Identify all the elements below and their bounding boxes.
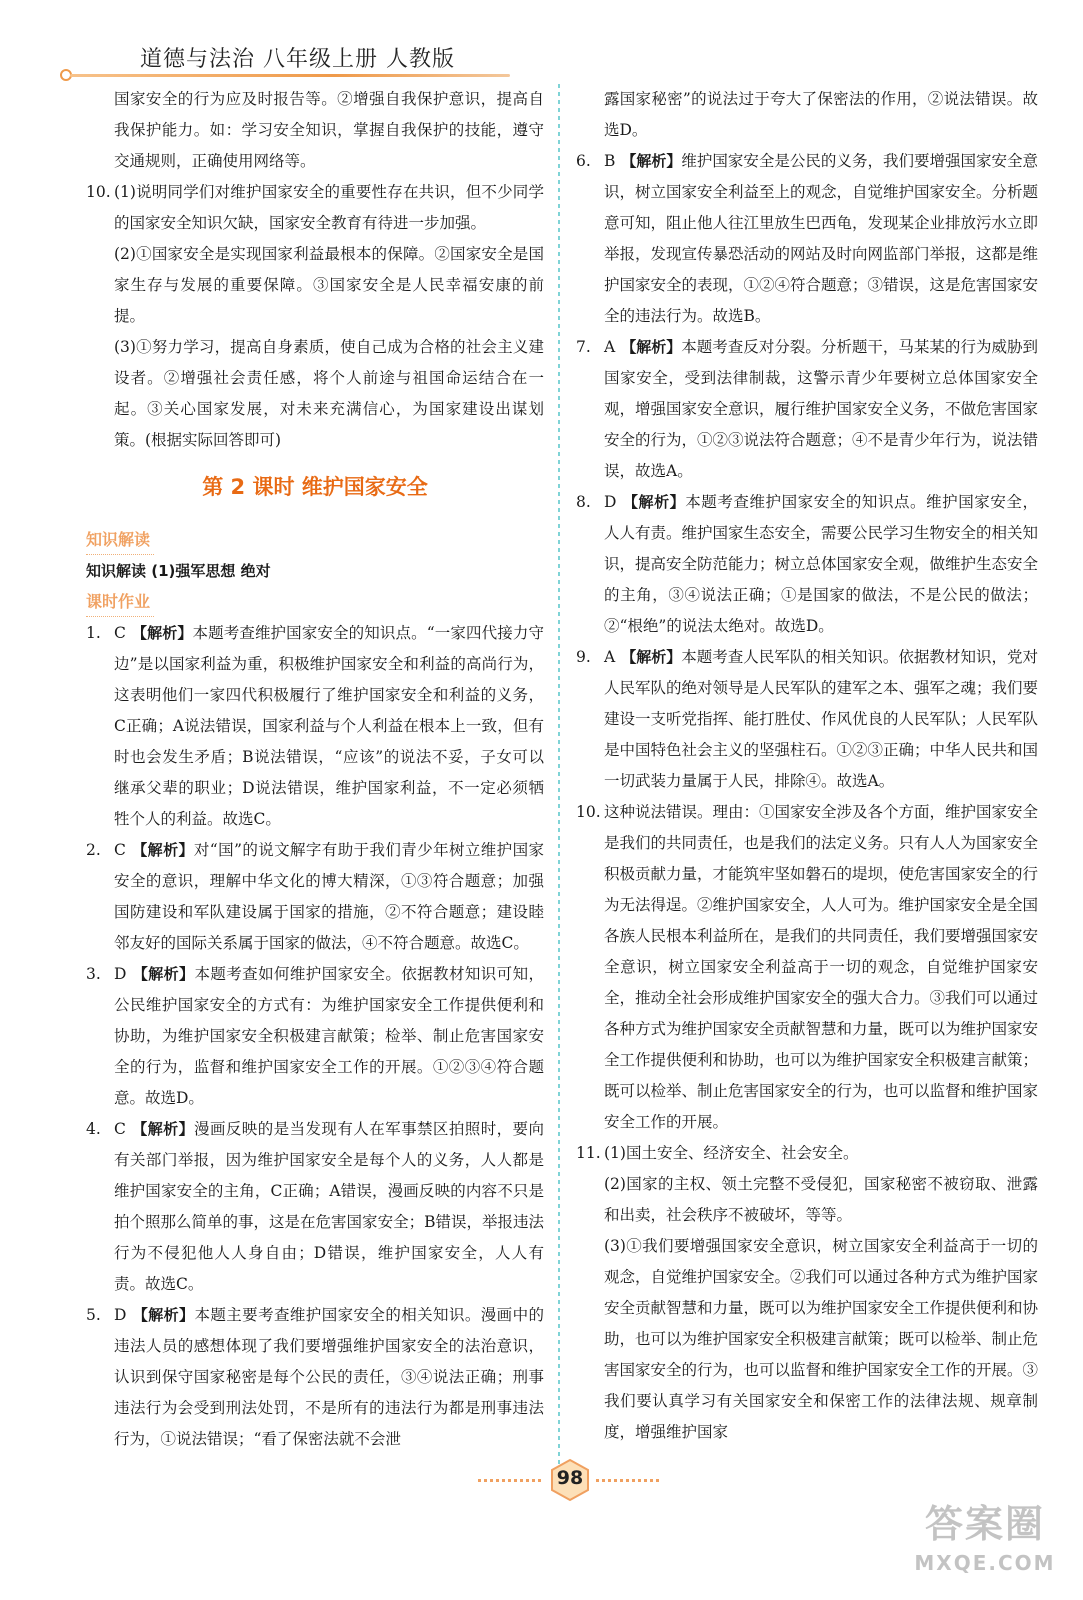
analysis-tag: 【解析】 bbox=[621, 338, 682, 356]
answer-choice: A bbox=[604, 648, 616, 666]
answer-item-7 bbox=[576, 332, 1038, 487]
answer-part-1: (1)国土安全、经济安全、社会安全。 bbox=[604, 1144, 859, 1162]
analysis-text: 本题考查维护国家安全的知识点。“一家四代接力守边”是以国家利益为重，积极维护国家安全和利益的高尚行为，这表明他们一家四代积极履行了维护国家安全和利益的义务，C正确；A说法错误，国家利益与个人利益在根本上一致，但有时也会发生矛盾；B说法错误，“应该”的说法不妥，子女可以继承父辈的职业；D说法错误，维护国家利益，不一定必须牺牲个人的利益。故选C。 bbox=[114, 624, 544, 828]
question-number: 10. bbox=[576, 803, 601, 821]
answer-choice: D bbox=[604, 493, 617, 511]
analysis-tag: 【解析】 bbox=[132, 965, 195, 983]
footer-dots-left bbox=[478, 1479, 544, 1482]
answer-item-8 bbox=[576, 487, 1038, 642]
answer-item-10-right bbox=[576, 797, 1038, 1138]
column-divider bbox=[558, 84, 560, 1464]
analysis-text: 对“国”的说文解字有助于我们青少年树立维护国家安全的意识，理解中华文化的博大精深，①③符合题意；加强国防建设和军队建设属于国家的措施，②不符合题意；建设睦邻友好的国际关系属于国家的做法，④不符合题意。故选C。 bbox=[114, 841, 544, 952]
question-number: 7. bbox=[576, 338, 591, 356]
analysis-text: 本题考查反对分裂。分析题干，马某某的行为威胁到国家安全，受到法律制裁，这警示青少年要树立总体国家安全观，增强国家安全意识，履行维护国家安全义务，不做危害国家安全的行为，①②③说法符合题意；④不是青少年行为，说法错误，故选A。 bbox=[604, 338, 1039, 480]
section-heading-label: 知识解读 bbox=[86, 526, 154, 555]
analysis-tag: 【解析】 bbox=[621, 648, 682, 666]
answer-item-1 bbox=[86, 618, 544, 835]
left-column bbox=[86, 84, 544, 1455]
answer-part-3: (3)①努力学习，提高自身素质，使自己成为合格的社会主义建设者。②增强社会责任感，将个人前途与祖国命运结合在一起。③关心国家发展，对未来充满信心，为国家建设出谋划策。(根据实际回答即可) bbox=[114, 338, 544, 449]
analysis-text: 本题考查人民军队的相关知识。依据教材知识，党对人民军队的绝对领导是人民军队的建军之本、强军之魂；我们要建设一支听党指挥、能打胜仗、作风优良的人民军队；人民军队是中国特色社会主义的坚强柱石。①②③正确；中华人民共和国一切武装力量属于人民，排除④。故选A。 bbox=[604, 648, 1039, 790]
answer-item-2 bbox=[86, 835, 544, 959]
answer-part-2: (2)①国家安全是实现国家利益最根本的保障。②国家安全是国家生存与发展的重要保障。③国家安全是人民幸福安康的前提。 bbox=[114, 245, 544, 325]
question-number: 3. bbox=[86, 965, 101, 983]
question-number: 9. bbox=[576, 648, 591, 666]
question-number: 1. bbox=[86, 624, 101, 642]
question-number: 8. bbox=[576, 493, 591, 511]
section-heading-homework bbox=[86, 587, 544, 618]
answer-choice: B bbox=[604, 152, 616, 170]
analysis-text: 本题考查维护国家安全的知识点。维护国家安全，人人有责。维护国家生态安全，需要公民学习生物安全的相关知识，提高安全防范能力；树立总体国家安全观，做维护生态安全的主角，③④说法正确；①是国家的做法，不是公民的做法；②“根绝”的说法太绝对。故选D。 bbox=[604, 493, 1039, 635]
analysis-tag: 【解析】 bbox=[131, 841, 194, 859]
page-number-badge bbox=[548, 1458, 592, 1502]
section-heading-label: 课时作业 bbox=[86, 588, 154, 617]
answer-choice: D bbox=[114, 1306, 127, 1324]
analysis-text: 本题主要考查维护国家安全的相关知识。漫画中的违法人员的感想体现了我们要增强维护国家安全的法治意识，认识到保守国家秘密是每个公民的责任，③④说法正确；刑事违法行为会受到刑法处罚，不是所有的违法行为都是刑事违法行为，①说法错误；“看了保密法就不会泄 bbox=[114, 1306, 544, 1448]
question-number: 10. bbox=[86, 183, 111, 201]
footer-dots-right bbox=[596, 1479, 662, 1482]
page-number: 98 bbox=[556, 1467, 584, 1489]
answer-part-2: (2)国家的主权、领土完整不受侵犯，国家秘密不被窃取、泄露和出卖，社会秩序不被破坏，等等。 bbox=[604, 1175, 1038, 1224]
answer-item-5 bbox=[86, 1300, 544, 1455]
analysis-tag: 【解析】 bbox=[132, 1306, 195, 1324]
question-number: 5. bbox=[86, 1306, 101, 1324]
analysis-tag: 【解析】 bbox=[131, 1120, 195, 1138]
answer-item-4 bbox=[86, 1114, 544, 1300]
header-ornament-line bbox=[70, 74, 510, 77]
continued-answer-text: 国家安全的行为应及时报告等。②增强自我保护意识，提高自我保护能力。如：学习安全知识，掌握自我保护的技能，遵守交通规则，正确使用网络等。 bbox=[114, 90, 544, 170]
answer-choice: C bbox=[114, 841, 126, 859]
knowledge-answer-line: 知识解读 (1)强军思想 绝对 bbox=[86, 562, 271, 580]
question-number: 4. bbox=[86, 1120, 101, 1138]
answer-text: 这种说法错误。理由：①国家安全涉及各个方面，维护国家安全是我们的共同责任，也是我们的法定义务。只有人人为国家安全积极贡献力量，才能筑牢坚如磐石的堤坝，使危害国家安全的行为无法得逞。②维护国家安全，人人可为。维护国家安全是全国各族人民根本利益所在，是我们的共同责任，我们要增强国家安全意识，树立国家安全利益高于一切的观念，自觉维护国家安全，推动全社会形成维护国家安全的强大合力。③我们可以通过各种方式为维护国家安全贡献智慧和力量，既可以为维护国家安全工作提供便利和协助，也可以为维护国家安全积极建言献策；既可以检举、制止危害国家安全的行为，也可以监督和维护国家安全工作的开展。 bbox=[604, 803, 1039, 1131]
watermark-url: MXQE.COM bbox=[914, 1551, 1056, 1575]
answer-item-3 bbox=[86, 959, 544, 1114]
analysis-text: 漫画反映的是当发现有人在军事禁区拍照时，要向有关部门举报，因为维护国家安全是每个人的义务，人人都是维护国家安全的主角，C正确；A错误，漫画反映的内容不只是拍个照那么简单的事，这是在危害国家安全；B错误，举报违法行为不侵犯他人人身自由；D错误，维护国家安全，人人有责。故选C。 bbox=[114, 1120, 544, 1293]
lesson-title: 第 2 课时 维护国家安全 bbox=[202, 475, 428, 499]
answer-part-1: (1)说明同学们对维护国家安全的重要性存在共识，但不少同学的国家安全知识欠缺，国家安全教育有待进一步加强。 bbox=[114, 183, 544, 232]
answer-choice: C bbox=[114, 1120, 126, 1138]
answer-choice: C bbox=[114, 624, 126, 642]
answer-choice: D bbox=[114, 965, 127, 983]
question-number: 11. bbox=[576, 1144, 601, 1162]
answer-choice: A bbox=[604, 338, 616, 356]
question-number: 6. bbox=[576, 152, 591, 170]
answer-item-6 bbox=[576, 146, 1038, 332]
answer-part-3: (3)①我们要增强国家安全意识，树立国家安全利益高于一切的观念，自觉维护国家安全。②我们可以通过各种方式为维护国家安全贡献智慧和力量，既可以为维护国家安全工作提供便利和协助，也可以为维护国家安全积极建言献策；既可以检举、制止危害国家安全的行为，也可以监督和维护国家安全工作的开展。③我们要认真学习有关国家安全和保密工作的法律法规、规章制度，增强维护国家 bbox=[604, 1237, 1039, 1441]
answer-item-11 bbox=[576, 1138, 1038, 1448]
right-column bbox=[576, 84, 1038, 1448]
watermark-title: 答案圈 bbox=[924, 1502, 1045, 1546]
answer-item-10 bbox=[86, 177, 544, 456]
analysis-tag: 【解析】 bbox=[621, 152, 682, 170]
analysis-tag: 【解析】 bbox=[622, 493, 686, 511]
analysis-text: 维护国家安全是公民的义务，我们要增强国家安全意识，树立国家安全利益至上的观念，自觉维护国家安全。分析题意可知，阻止他人往江里放生巴西龟，发现某企业排放污水立即举报，发现宣传暴恐活动的网站及时向网监部门举报，这都是维护国家安全的表现，①②④符合题意；③错误，这是危害国家安全的违法行为。故选B。 bbox=[604, 152, 1039, 325]
section-heading-knowledge bbox=[86, 525, 544, 556]
watermark bbox=[900, 1500, 1070, 1595]
continued-answer-text: 露国家秘密”的说法过于夸大了保密法的作用，②说法错误。故选D。 bbox=[604, 90, 1038, 139]
analysis-tag: 【解析】 bbox=[131, 624, 193, 642]
answer-item-9 bbox=[576, 642, 1038, 797]
analysis-text: 本题考查如何维护国家安全。依据教材知识可知，公民维护国家安全的方式有：为维护国家安全工作提供便利和协助，为维护国家安全积极建言献策；检举、制止危害国家安全的行为，监督和维护国家安全工作的开展。①②③④符合题意。故选D。 bbox=[114, 965, 544, 1107]
book-title: 道德与法治 八年级上册 人教版 bbox=[140, 47, 455, 72]
question-number: 2. bbox=[86, 841, 101, 859]
